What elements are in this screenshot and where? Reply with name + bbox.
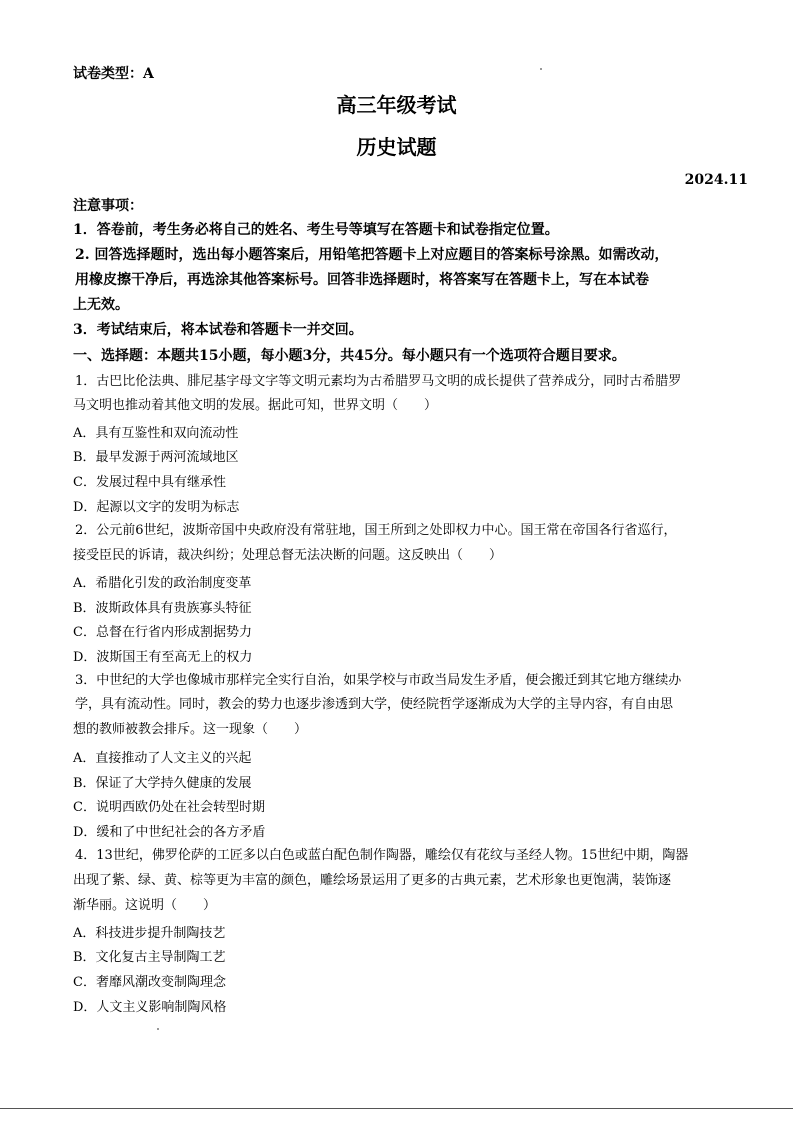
- option-b: B．文化复古主导制陶工艺: [73, 950, 226, 965]
- notice-item: 2. 回答选择题时，选出每小题答案后，用铅笔把答题卡上对应题目的答案标号涂黑。如需改动，: [75, 247, 669, 263]
- notice-item: 用橡皮擦干净后，再选涂其他答案标号。回答非选择题时，将答案写在答题卡上，写在本试卷: [75, 272, 649, 288]
- question-stem-line: 想的教师被教会排斥。这一现象（ ）: [73, 722, 308, 737]
- paper-type: 试卷类型：A: [73, 66, 154, 82]
- scan-speck: [157, 1028, 159, 1030]
- option-c: C．发展过程中具有继承性: [73, 475, 226, 490]
- question-stem-line: 出现了紫、绿、黄、棕等更为丰富的颜色，雕绘场景运用了更多的古典元素，艺术形象也更饱满，装饰逐: [73, 873, 672, 888]
- option-c: C．奢靡风潮改变制陶理念: [73, 975, 226, 990]
- question-stem-line: 学，具有流动性。同时，教会的势力也逐步渗透到大学，使经院哲学逐渐成为大学的主导内容，有自由思: [75, 697, 674, 712]
- option-b: B．保证了大学持久健康的发展: [73, 776, 252, 791]
- question-stem-line: 渐华丽。这说明（ ）: [73, 898, 217, 913]
- question-stem-line: 马文明也推动着其他文明的发展。据此可知，世界文明（ ）: [73, 398, 438, 413]
- option-a: A．直接推动了人文主义的兴起: [73, 751, 252, 766]
- option-d: D．人文主义影响制陶风格: [73, 1000, 227, 1015]
- notice-item: 1．答卷前，考生务必将自己的姓名、考生号等填写在答题卡和试卷指定位置。: [73, 222, 559, 238]
- notice-item: 3．考试结束后，将本试卷和答题卡一并交回。: [73, 322, 363, 338]
- option-c: C．总督在行省内形成割据势力: [73, 625, 252, 640]
- option-d: D．波斯国王有至高无上的权力: [73, 650, 253, 665]
- option-a: A．希腊化引发的政治制度变革: [73, 576, 252, 591]
- page-bottom-rule: [0, 1108, 793, 1109]
- option-c: C．说明西欧仍处在社会转型时期: [73, 800, 265, 815]
- question-stem-line: 1．古巴比伦法典、腓尼基字母文字等文明元素均为古希腊罗马文明的成长提供了营养成分，同时古希腊罗: [75, 374, 682, 389]
- exam-title: 高三年级考试: [336, 93, 457, 117]
- option-d: D．缓和了中世纪社会的各方矛盾: [73, 825, 266, 840]
- question-stem-line: 3．中世纪的大学也像城市那样完全实行自治，如果学校与市政当局发生矛盾，便会搬迁到其它地方继续办: [75, 673, 682, 688]
- section-heading: 一、选择题：本题共15小题，每小题3分，共45分。每小题只有一个选项符合题目要求。: [73, 348, 626, 364]
- notice-item: 上无效。: [73, 297, 129, 313]
- question-stem-line: 2．公元前6世纪，波斯帝国中央政府没有常驻地，国王所到之处即权力中心。国王常在帝国各行省巡行，: [75, 523, 677, 538]
- option-a: A．具有互鉴性和双向流动性: [73, 426, 239, 441]
- subject-title: 历史试题: [356, 135, 437, 159]
- exam-date: 2024.11: [684, 172, 748, 188]
- question-stem-line: 4．13世纪，佛罗伦萨的工匠多以白色或蓝白配色制作陶器，雕绘仅有花纹与圣经人物。15世纪中期，陶器: [75, 848, 689, 863]
- notice-heading: 注意事项：: [73, 198, 143, 214]
- question-stem-line: 接受臣民的诉请，裁决纠纷；处理总督无法决断的问题。这反映出（ ）: [73, 548, 503, 563]
- option-a: A．科技进步提升制陶技艺: [73, 926, 226, 941]
- option-d: D．起源以文字的发明为标志: [73, 500, 240, 515]
- option-b: B．最早发源于两河流域地区: [73, 450, 239, 465]
- option-b: B．波斯政体具有贵族寡头特征: [73, 601, 252, 616]
- scan-speck: [540, 68, 542, 70]
